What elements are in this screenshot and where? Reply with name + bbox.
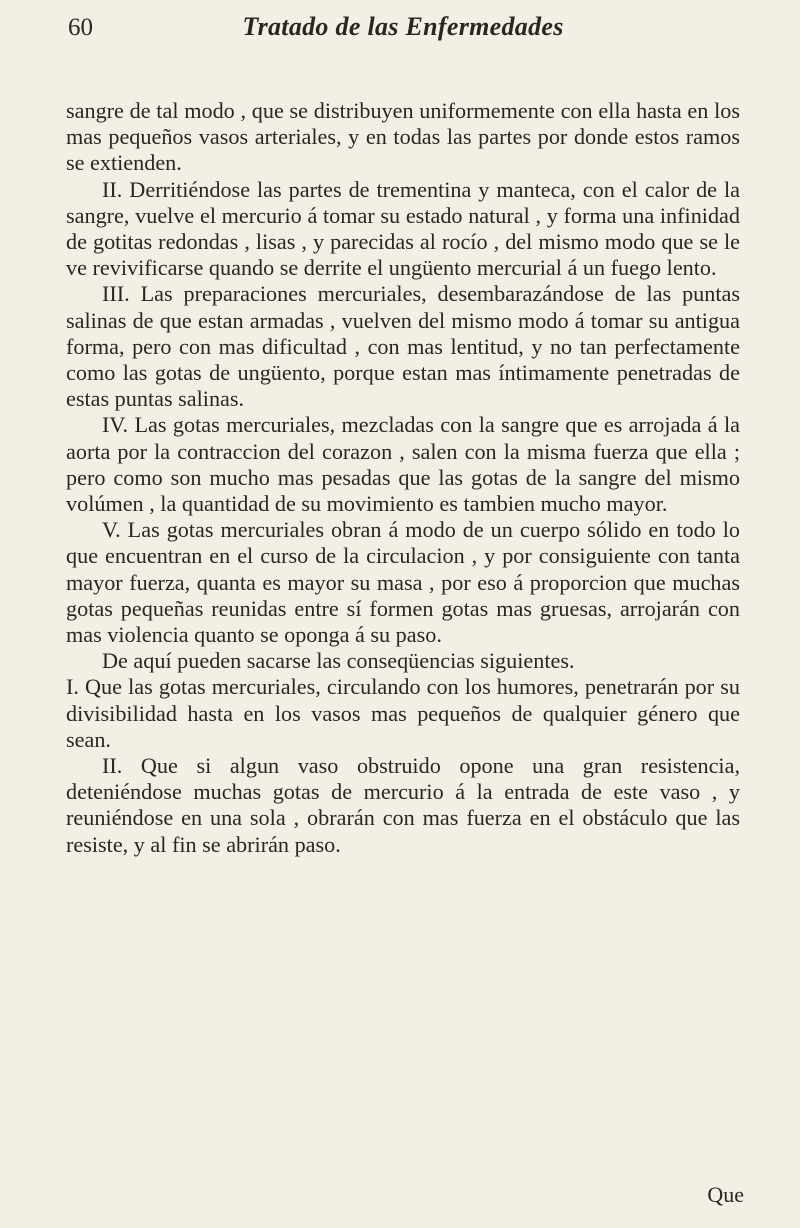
consequence-i: I. Que las gotas mercuriales, circulando con los humores, penetrarán por su divisibilidad hasta en los vasos mas pequeños de qualquier género que sean. [66,674,740,752]
catchword: Que [707,1182,744,1207]
paragraph-continuation: sangre de tal modo , que se distribuyen uniformemente con ella hasta en los mas pequeños vasos arteriales, y en todas las partes por donde estos ramos se extienden. [66,98,740,176]
running-title: Tratado de las Enfermedades [242,12,564,41]
paragraph-consequences-intro: De aquí pueden sacarse las conseqüencias siguientes. [102,648,575,674]
consequence-ii: II. Que si algun vaso obstruido opone una gran resistencia, deteniéndose muchas gotas de mercurio á la entrada de este vaso , y reuniéndose en una sola , obrarán con mas fuerza en el obstáculo que las resiste, y al fin se abrirán paso. [66,753,740,857]
page-number: 60 [68,14,93,41]
paragraph-iv: IV. Las gotas mercuriales, mezcladas con la sangre que es arrojada á la aorta por la contraccion del corazon , salen con la misma fuerza que ella ; pero como son mucho mas pesadas que las gotas de la sangre del mismo volúmen , la quantidad de su movimiento es tambien mucho mayor. [66,412,740,517]
page-header [66,0,740,58]
body-text [66,98,740,858]
paragraph-ii: II. Derritiéndose las partes de trementina y manteca, con el calor de la sangre, vuelve el mercurio á tomar su estado natural , y forma una infinidad de gotitas redondas , lisas , y parecidas al rocío , del mismo modo que se le ve revivificarse quando se derrite el ungüento mercurial á un fuego lento. [66,176,740,281]
paragraph-v: V. Las gotas mercuriales obran á modo de un cuerpo sólido en todo lo que encuentran en el curso de la circulacion , y por consiguiente con tanta mayor fuerza, quanta es mayor su masa , por eso á proporcion que muchas gotas pequeñas reunidas entre sí formen gotas mas gruesas, arrojarán con mas violencia quanto se oponga á su paso. [66,517,740,648]
paragraph-iii: III. Las preparaciones mercuriales, desembarazándose de las puntas salinas de que estan armadas , vuelven del mismo modo á tomar su antigua forma, pero con mas dificultad , con mas lentitud, y no tan perfectamente como las gotas de ungüento, porque estan mas íntimamente penetradas de estas puntas salinas. [66,281,740,412]
